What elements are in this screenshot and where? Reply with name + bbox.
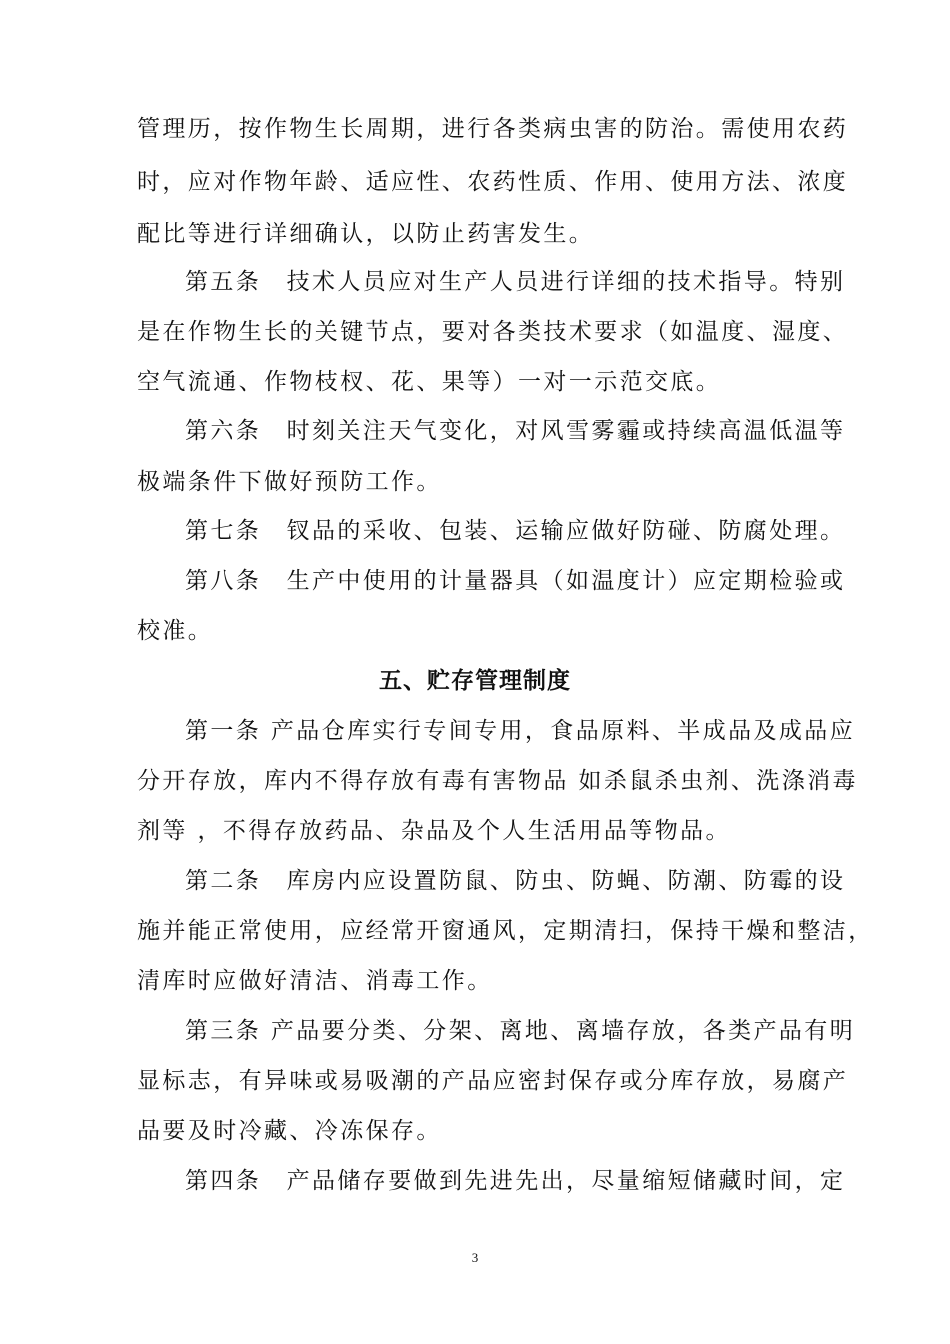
article-8-line: 第八条 生产中使用的计量器具（如温度计）应定期检验或 — [185, 568, 846, 594]
paragraph-line: 配比等进行详细确认，以防止药害发生。 — [137, 221, 595, 247]
page-number: 3 — [471, 1250, 479, 1265]
article-1-line: 第一条 产品仓库实行专间专用，食品原料、半成品及成品应 — [185, 718, 856, 744]
paragraph-line: 分开存放，库内不得存放有毒有害物品 如杀鼠杀虫剂、洗涤消毒 — [137, 768, 858, 794]
section-heading: 五、贮存管理制度 — [379, 668, 571, 694]
paragraph-line: 剂等 ，不得存放药品、杂品及个人生活用品等物品。 — [137, 818, 731, 844]
paragraph-line: 施并能正常使用，应经常开窗通风，定期清扫，保持干燥和整洁， — [137, 918, 874, 944]
paragraph-line: 校准。 — [137, 618, 214, 644]
paragraph-line: 时，应对作物年龄、适应性、农药性质、作用、使用方法、浓度 — [137, 169, 849, 195]
paragraph-line: 清库时应做好清洁、消毒工作。 — [137, 968, 493, 994]
article-7-line: 第七条 钗品的采收、包装、运输应做好防碰、防腐处理。 — [185, 518, 846, 544]
paragraph-line: 显标志，有异味或易吸潮的产品应密封保存或分库存放，易腐产 — [137, 1068, 849, 1094]
paragraph-line: 是在作物生长的关键节点，要对各类技术要求（如温度、湿度、 — [137, 319, 849, 345]
article-2-line: 第二条 库房内应设置防鼠、防虫、防蝇、防潮、防霉的设 — [185, 868, 846, 894]
article-5-line: 第五条 技术人员应对生产人员进行详细的技术指导。特别 — [185, 269, 846, 295]
paragraph-line: 管理历，按作物生长周期，进行各类病虫害的防治。需使用农药 — [137, 116, 849, 142]
article-3-line: 第三条 产品要分类、分架、离地、离墙存放，各类产品有明 — [185, 1018, 856, 1044]
paragraph-line: 空气流通、作物枝杈、花、果等）一对一示范交底。 — [137, 369, 722, 395]
paragraph-line: 极端条件下做好预防工作。 — [137, 469, 442, 495]
article-6-line: 第六条 时刻关注天气变化，对风雪雾霾或持续高温低温等 — [185, 418, 846, 444]
paragraph-line: 品要及时冷藏、冷冻保存。 — [137, 1118, 442, 1144]
article-4-line: 第四条 产品储存要做到先进先出，尽量缩短储藏时间，定 — [185, 1168, 846, 1194]
